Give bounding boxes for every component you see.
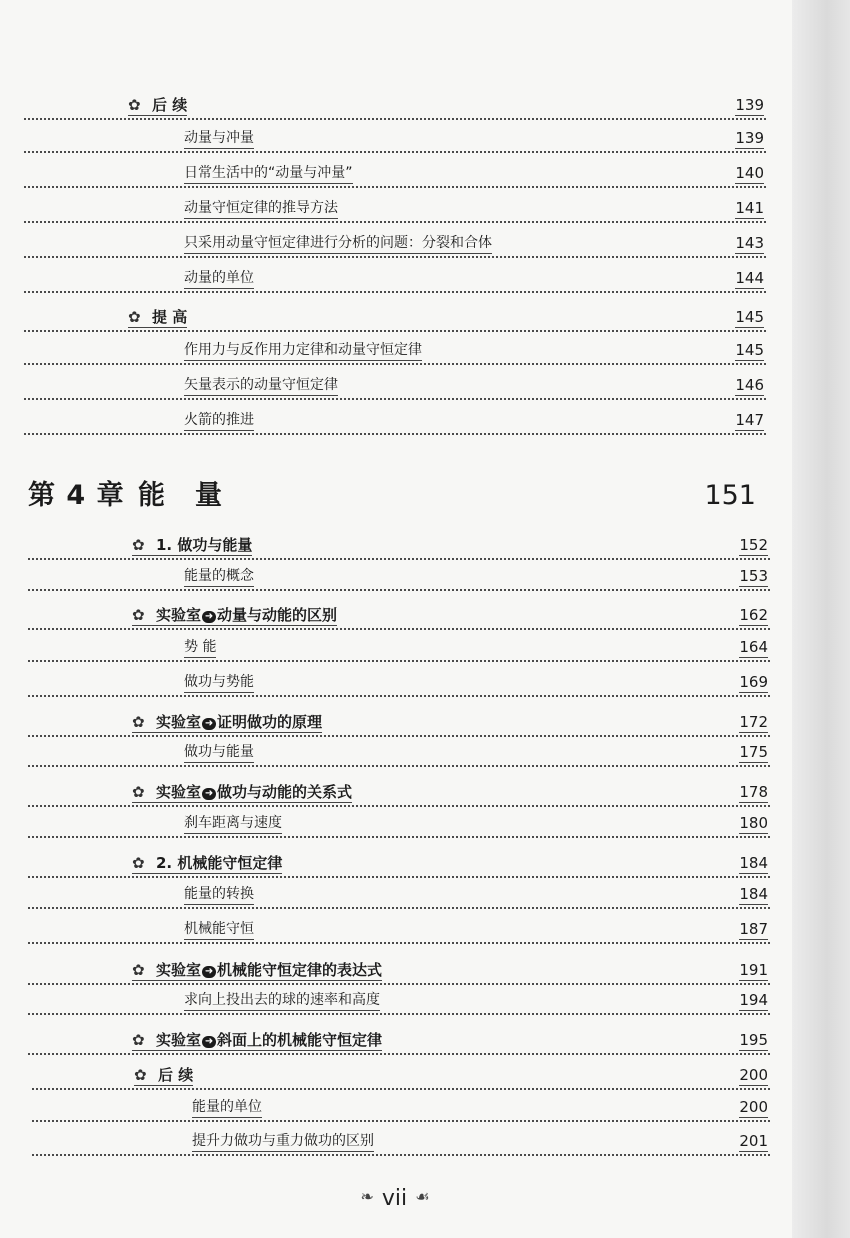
toc-entry: 能量的转换 (184, 885, 254, 905)
page-number: 178 (739, 783, 768, 801)
toc-entry-row (28, 739, 770, 767)
page-number: 200 (739, 1066, 768, 1084)
page-number: 139 (735, 129, 764, 147)
page-number: 162 (739, 606, 768, 624)
toc-entry: 火箭的推进 (184, 411, 254, 431)
page-number: 180 (739, 814, 768, 832)
toc-heading-row (28, 709, 770, 737)
chapter-page-number: 151 (704, 480, 756, 511)
toc-heading-row (28, 602, 770, 630)
toc-entry: 机械能守恒 (184, 920, 254, 940)
page-number: 140 (735, 164, 764, 182)
toc-heading: ✿ 后 续 (128, 96, 188, 114)
chapter-title: 能量 (138, 480, 252, 511)
toc-heading: ✿ 实验室 ➜ 斜面上的机械能守恒定律 (132, 1031, 383, 1049)
toc-heading: ✿ 实验室 ➜ 动量与动能的区别 (132, 606, 338, 624)
page-number: 145 (735, 308, 764, 326)
toc-heading: ✿ 1. 做功与能量 (132, 536, 253, 554)
page-number: 191 (739, 961, 768, 979)
page-number: 195 (739, 1031, 768, 1049)
arrow-right-icon: ➜ (202, 611, 216, 623)
chapter-heading (28, 476, 756, 520)
toc-heading-row (28, 1027, 770, 1055)
arrow-right-icon: ➜ (202, 718, 216, 730)
toc-entry-row (24, 125, 766, 153)
flower-icon: ✿ (132, 854, 145, 872)
toc-heading: ✿ 实验室 ➜ 做功与动能的关系式 (132, 783, 353, 801)
toc-entry-row (32, 1094, 770, 1122)
toc-entry: 势 能 (184, 638, 216, 658)
page-number: 184 (739, 854, 768, 872)
page-footer (0, 1182, 790, 1214)
page-number: 141 (735, 199, 764, 217)
toc-entry: 作用力与反作用力定律和动量守恒定律 (184, 341, 422, 361)
toc-entry: 动量的单位 (184, 269, 254, 289)
page-number: 153 (739, 567, 768, 585)
toc-heading-row (28, 779, 770, 807)
page-number: 200 (739, 1098, 768, 1116)
toc-entry: 做功与能量 (184, 743, 254, 763)
toc-entry: 只采用动量守恒定律进行分析的问题：分裂和合体 (184, 234, 492, 254)
flower-icon: ✿ (132, 783, 145, 801)
arrow-right-icon: ➜ (202, 1036, 216, 1048)
page-number: 145 (735, 341, 764, 359)
toc-entry-row (28, 987, 770, 1015)
toc-entry: 矢量表示的动量守恒定律 (184, 376, 338, 396)
flower-icon: ✿ (132, 713, 145, 731)
page-number: 152 (739, 536, 768, 554)
toc-heading-row (28, 957, 770, 985)
toc-entry-row (24, 407, 766, 435)
toc-entry-row (28, 881, 770, 909)
footer-page-number: vii (381, 1186, 408, 1211)
toc-entry-row (24, 337, 766, 365)
toc-heading: ✿ 实验室 ➜ 证明做功的原理 (132, 713, 323, 731)
toc-entry: 求向上投出去的球的速率和高度 (184, 991, 380, 1011)
flower-icon: ✿ (134, 1066, 147, 1084)
flower-icon: ✿ (132, 1031, 145, 1049)
ornament-right-icon: ☙ (415, 1187, 430, 1206)
toc-heading-row (28, 532, 770, 560)
toc-entry-row (24, 195, 766, 223)
toc-entry-row (24, 372, 766, 400)
toc-entry-row (28, 563, 770, 591)
ornament-left-icon: ❧ (360, 1187, 374, 1206)
toc-entry-row (28, 810, 770, 838)
toc-entry-row (28, 669, 770, 697)
page-number: 184 (739, 885, 768, 903)
page-number: 172 (739, 713, 768, 731)
flower-icon: ✿ (132, 961, 145, 979)
toc-entry: 动量与冲量 (184, 129, 254, 149)
toc-entry-row (28, 916, 770, 944)
page-number: 144 (735, 269, 764, 287)
toc-entry: 提升力做功与重力做功的区别 (192, 1132, 374, 1152)
flower-icon: ✿ (128, 308, 141, 326)
toc-entry-row (24, 160, 766, 188)
toc-heading: ✿ 2. 机械能守恒定律 (132, 854, 283, 872)
toc-entry: 动量守恒定律的推导方法 (184, 199, 338, 219)
toc-entry: 日常生活中的“动量与冲量” (184, 164, 353, 184)
toc-entry: 刹车距离与速度 (184, 814, 282, 834)
flower-icon: ✿ (132, 536, 145, 554)
toc-heading-row (24, 304, 766, 332)
toc-heading: ✿ 实验室 ➜ 机械能守恒定律的表达式 (132, 961, 383, 979)
page-number: 169 (739, 673, 768, 691)
page-number: 146 (735, 376, 764, 394)
chapter-label: 第 4 章 (28, 480, 125, 511)
page-number: 201 (739, 1132, 768, 1150)
toc-entry: 能量的单位 (192, 1098, 262, 1118)
toc-entry: 能量的概念 (184, 567, 254, 587)
toc-heading: ✿ 后 续 (134, 1066, 194, 1084)
page-number: 139 (735, 96, 764, 114)
toc-entry-row (28, 634, 770, 662)
toc-heading-row (24, 92, 766, 120)
arrow-right-icon: ➜ (202, 966, 216, 978)
toc-heading: ✿ 提 高 (128, 308, 188, 326)
page-number: 143 (735, 234, 764, 252)
toc-entry-row (32, 1128, 770, 1156)
page-number: 187 (739, 920, 768, 938)
flower-icon: ✿ (132, 606, 145, 624)
page-number: 175 (739, 743, 768, 761)
page-gutter (792, 0, 850, 1238)
toc-entry: 做功与势能 (184, 673, 254, 693)
page-number: 194 (739, 991, 768, 1009)
toc-heading-row (32, 1062, 770, 1090)
page-number: 147 (735, 411, 764, 429)
flower-icon: ✿ (128, 96, 141, 114)
arrow-right-icon: ➜ (202, 788, 216, 800)
toc-entry-row (24, 230, 766, 258)
toc-heading-row (28, 850, 770, 878)
toc-entry-row (24, 265, 766, 293)
page-number: 164 (739, 638, 768, 656)
